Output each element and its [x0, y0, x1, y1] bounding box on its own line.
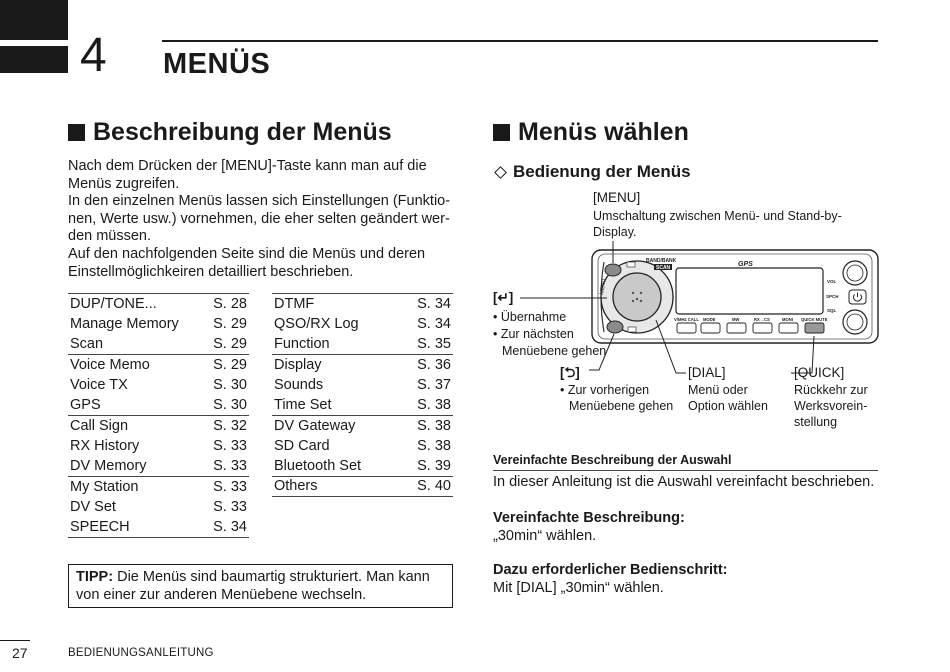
- menu-name: Scan: [68, 334, 204, 354]
- rx-cs-button[interactable]: [753, 323, 772, 333]
- menu-page: S. 38: [417, 437, 451, 454]
- quick-key-desc: Rückkehr zur: [794, 383, 868, 397]
- quick-key-desc: stellung: [794, 415, 838, 429]
- intro-line: nen, Werte usw.) vornehmen, die eher selten geändert wer-: [68, 210, 450, 227]
- radio-display: [676, 268, 823, 314]
- menu-name: DV Memory: [68, 456, 204, 476]
- menu-page: S. 30: [204, 395, 250, 415]
- menu-name: Bluetooth Set: [272, 456, 400, 476]
- quick-key-desc: Werksvorein-: [794, 399, 868, 413]
- section-heading-text: Menüs wählen: [518, 118, 689, 146]
- mode-label: MODE: [703, 317, 716, 322]
- menu-page: S. 30: [213, 376, 247, 393]
- simplified-section-text: In dieser Anleitung ist die Auswahl vereinfacht beschrieben.: [493, 474, 875, 490]
- sql-label: SQL: [827, 308, 837, 313]
- simple-desc-text: „30min“ wählen.: [493, 528, 597, 544]
- enter-key-item: Menüebene gehen: [502, 344, 607, 358]
- menu-name: Others: [272, 476, 400, 496]
- intro-line: Einstellmöglichkeiren detailliert beschrieben.: [68, 263, 354, 280]
- moni-button[interactable]: [779, 323, 798, 333]
- intro-line: Nach dem Drücken der [MENU]-Taste kann man auf die: [68, 158, 427, 174]
- intro-line: Auf den nachfolgenden Seite sind die Menüs und deren: [68, 245, 426, 262]
- menu-name: Manage Memory: [70, 315, 179, 332]
- simplified-section-rule: [493, 470, 878, 471]
- menu-name: DV Gateway: [274, 417, 356, 434]
- mw-label: MW: [732, 317, 740, 322]
- section-heading-text: Beschreibung der Menüs: [93, 118, 392, 146]
- chapter-number: 4: [80, 29, 107, 82]
- enter-key-item: • Übernahme: [493, 310, 567, 324]
- steps-label: Dazu erforderlicher Bedienschritt:: [493, 562, 728, 578]
- tip-text: Die Menüs sind baumartig strukturiert. Man kann: [113, 569, 430, 585]
- menu-page: S. 33: [213, 498, 247, 515]
- back-key-label: [⮌]: [560, 365, 580, 380]
- quick-key-label: [QUICK]: [794, 365, 845, 380]
- intro-line: Menüs zugreifen.: [68, 175, 180, 192]
- menu-name: Time Set: [272, 395, 400, 415]
- vol-label: VOL: [827, 279, 837, 284]
- menu-page: S. 40: [400, 476, 453, 496]
- quick-button[interactable]: [805, 323, 824, 333]
- tip-label: TIPP:: [76, 569, 114, 585]
- mode-button[interactable]: [701, 323, 720, 333]
- menu-key-desc: Umschaltung zwischen Menü- und Stand-by-: [593, 209, 842, 223]
- menu-page: S. 29: [204, 334, 250, 354]
- menu-name: DTMF: [272, 294, 400, 314]
- gps-logo: GPS: [738, 261, 753, 268]
- menu-page: S. 29: [213, 315, 247, 332]
- page-number: 27: [12, 645, 28, 661]
- menu-page: S. 33: [213, 437, 247, 454]
- menu-page: S. 29: [213, 356, 247, 373]
- moni-label: MONI: [782, 317, 793, 322]
- menu-ring-label: MENU: [599, 278, 608, 296]
- menu-page: S. 35: [400, 334, 453, 354]
- vfo-call-label: V/MHz CALL: [674, 317, 699, 322]
- dial-key-desc: Menü oder: [688, 383, 748, 397]
- menu-page: S. 32: [213, 417, 247, 434]
- menu-page: S. 39: [400, 456, 453, 476]
- mw-button[interactable]: [727, 323, 746, 333]
- vfo-call-button[interactable]: [677, 323, 696, 333]
- back-key-item: Menüebene gehen: [569, 399, 674, 413]
- tip-text: von einer zur anderen Menüebene wechseln.: [76, 586, 367, 603]
- menu-name: DV Set: [70, 498, 116, 515]
- menu-key-desc: Display.: [593, 225, 637, 239]
- menu-page: S. 34: [400, 294, 453, 314]
- menu-name: DUP/TONE...: [68, 294, 204, 314]
- menu-name: SD Card: [274, 437, 330, 454]
- menu-name: QSO/RX Log: [274, 315, 359, 332]
- menu-name: Function: [272, 334, 400, 354]
- menu-page: S. 34: [417, 315, 451, 332]
- menu-page: S. 33: [204, 456, 250, 476]
- band-bank-label: BAND/BANK: [646, 258, 677, 264]
- dial-knob-icon[interactable]: [613, 273, 661, 321]
- simple-desc-label: Vereinfachte Beschreibung:: [493, 510, 685, 526]
- menu-name: RX History: [70, 437, 140, 454]
- menu-page: S. 38: [400, 395, 453, 415]
- menu-name: SPEECH: [68, 517, 204, 537]
- menu-page: S. 28: [204, 294, 250, 314]
- menu-name: Call Sign: [70, 417, 129, 434]
- dial-key-desc: Option wählen: [688, 399, 768, 413]
- menu-key-label: [MENU]: [593, 190, 641, 205]
- subheading-text: Bedienung der Menüs: [513, 162, 691, 181]
- menu-page: S. 36: [417, 356, 451, 373]
- footer-text: BEDIENUNGSANLEITUNG: [68, 647, 214, 659]
- enter-key-item: • Zur nächsten: [493, 327, 574, 341]
- menu-name: Voice Memo: [70, 356, 150, 373]
- rx-cs-label: RX→CS: [754, 317, 770, 322]
- menu-page: S. 37: [417, 376, 451, 393]
- back-button-icon[interactable]: [607, 321, 623, 333]
- intro-line: In den einzelnen Menüs lassen sich Einstellungen (Funktio-: [68, 193, 451, 210]
- menu-name: Sounds: [274, 376, 324, 393]
- menu-name: GPS: [68, 395, 204, 415]
- menu-page: S. 38: [417, 417, 451, 434]
- quick-mute-label: QUICK MUTE: [801, 317, 828, 322]
- intro-line: den müssen.: [68, 228, 152, 245]
- back-key-item: • Zur vorherigen: [560, 383, 650, 397]
- scan-label: SCAN: [656, 265, 671, 271]
- menu-name: My Station: [70, 478, 139, 495]
- menu-button-icon[interactable]: [605, 264, 621, 276]
- spch-label: SPCH: [826, 294, 839, 299]
- simplified-section-title: Vereinfachte Beschreibung der Auswahl: [493, 453, 732, 467]
- menu-page: S. 34: [204, 517, 250, 537]
- steps-text: Mit [DIAL] „30min“ wählen.: [493, 580, 664, 596]
- dial-key-label: [DIAL]: [688, 365, 726, 380]
- menu-name: Voice TX: [70, 376, 128, 393]
- chapter-title: MENÜS: [163, 48, 271, 80]
- enter-key-label: [↵]: [493, 290, 514, 305]
- menu-page: S. 33: [213, 478, 247, 495]
- menu-name: Display: [274, 356, 322, 373]
